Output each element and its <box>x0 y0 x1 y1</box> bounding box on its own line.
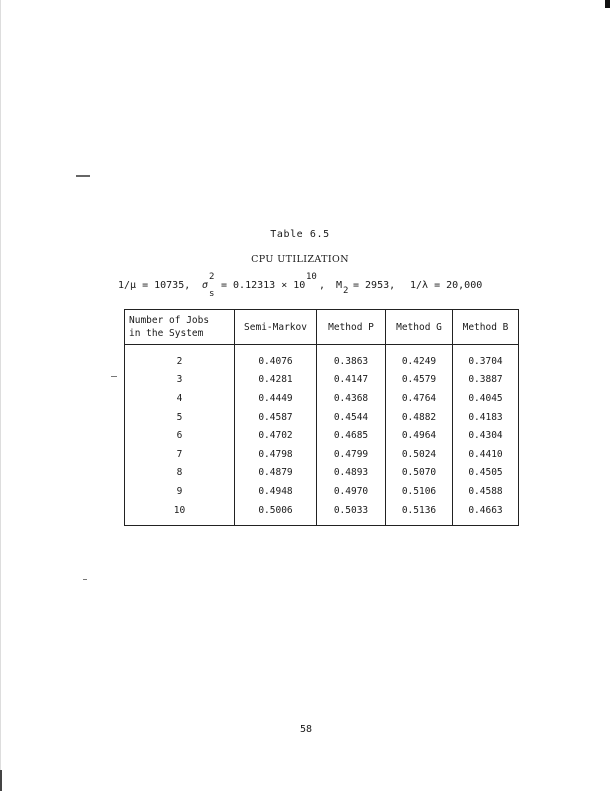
cell-method-p: 0.4970 <box>317 482 386 501</box>
cell-method-p: 0.4368 <box>317 389 386 408</box>
m-subscript: 2 <box>343 286 349 296</box>
cell-semi-markov: 0.4798 <box>235 445 317 464</box>
table-row <box>125 501 519 526</box>
sigma-comma: , <box>319 280 326 291</box>
table-row <box>125 445 519 464</box>
cell-jobs: 6 <box>125 426 235 445</box>
page-number: 58 <box>299 724 313 735</box>
page-edge <box>0 0 1 791</box>
table-row <box>125 426 519 445</box>
cell-semi-markov: 0.4587 <box>235 408 317 427</box>
cell-method-b: 0.4045 <box>453 389 519 408</box>
cell-semi-markov: 0.4281 <box>235 371 317 390</box>
header-method-g: Method G <box>386 310 453 345</box>
table-header-row <box>125 310 519 345</box>
scan-mark <box>76 175 90 177</box>
sigma-value: = 0.12313 × 10 <box>221 280 306 291</box>
cell-semi-markov: 0.4702 <box>235 426 317 445</box>
parameter-line <box>118 272 498 298</box>
header-method-p: Method P <box>317 310 386 345</box>
cell-jobs: 5 <box>125 408 235 427</box>
cell-method-p: 0.4544 <box>317 408 386 427</box>
cell-method-p: 0.5033 <box>317 501 386 526</box>
table-row <box>125 371 519 390</box>
mu-param: 1/μ = 10735, <box>118 280 191 291</box>
cell-semi-markov: 0.4449 <box>235 389 317 408</box>
cell-method-p: 0.4685 <box>317 426 386 445</box>
cell-method-g: 0.4882 <box>386 408 453 427</box>
cell-method-p: 0.3863 <box>317 345 386 371</box>
cell-method-b: 0.4183 <box>453 408 519 427</box>
sigma-superscript: 2 <box>209 272 215 282</box>
cell-method-b: 0.4505 <box>453 464 519 483</box>
header-method-b: Method B <box>453 310 519 345</box>
cell-method-p: 0.4147 <box>317 371 386 390</box>
table-row <box>125 464 519 483</box>
m-value: = 2953, <box>353 280 396 291</box>
cell-jobs: 10 <box>125 501 235 526</box>
sigma-symbol: σ <box>202 280 209 291</box>
cell-method-b: 0.3704 <box>453 345 519 371</box>
cell-method-p: 0.4893 <box>317 464 386 483</box>
cell-method-g: 0.5024 <box>386 445 453 464</box>
cell-jobs: 9 <box>125 482 235 501</box>
header-jobs <box>125 310 235 345</box>
cell-method-g: 0.5106 <box>386 482 453 501</box>
header-jobs-line1: Number of Jobs <box>129 315 210 326</box>
cell-method-b: 0.4588 <box>453 482 519 501</box>
cell-method-g: 0.4249 <box>386 345 453 371</box>
table-label: Table 6.5 <box>270 229 330 240</box>
cell-method-g: 0.4964 <box>386 426 453 445</box>
cell-method-p: 0.4799 <box>317 445 386 464</box>
cell-method-g: 0.4764 <box>386 389 453 408</box>
scan-mark <box>83 579 87 580</box>
cell-jobs: 8 <box>125 464 235 483</box>
m-symbol: M <box>336 280 343 291</box>
sigma-subscript: s <box>209 289 215 299</box>
cell-method-b: 0.4410 <box>453 445 519 464</box>
header-jobs-line2: in the System <box>129 328 204 339</box>
cell-method-g: 0.5070 <box>386 464 453 483</box>
header-semi-markov: Semi-Markov <box>235 310 317 345</box>
cell-method-b: 0.4663 <box>453 501 519 526</box>
cell-method-g: 0.4579 <box>386 371 453 390</box>
cell-method-b: 0.4304 <box>453 426 519 445</box>
cell-method-b: 0.3887 <box>453 371 519 390</box>
cpu-utilization-table <box>124 309 519 526</box>
table-row <box>125 345 519 371</box>
cell-jobs: 2 <box>125 345 235 371</box>
cell-semi-markov: 0.4076 <box>235 345 317 371</box>
cell-jobs: 4 <box>125 389 235 408</box>
cell-method-g: 0.5136 <box>386 501 453 526</box>
cell-semi-markov: 0.5006 <box>235 501 317 526</box>
table-title: CPU UTILIZATION <box>251 254 349 265</box>
lambda-param: 1/λ = 20,000 <box>410 280 483 291</box>
table-row <box>125 482 519 501</box>
scan-mark <box>605 0 610 8</box>
cell-jobs: 3 <box>125 371 235 390</box>
cell-semi-markov: 0.4948 <box>235 482 317 501</box>
sigma-exponent: 10 <box>306 272 317 282</box>
table-row <box>125 408 519 427</box>
cell-jobs: 7 <box>125 445 235 464</box>
scan-mark <box>0 770 2 791</box>
cell-semi-markov: 0.4879 <box>235 464 317 483</box>
table-row <box>125 389 519 408</box>
scan-mark <box>111 376 117 377</box>
